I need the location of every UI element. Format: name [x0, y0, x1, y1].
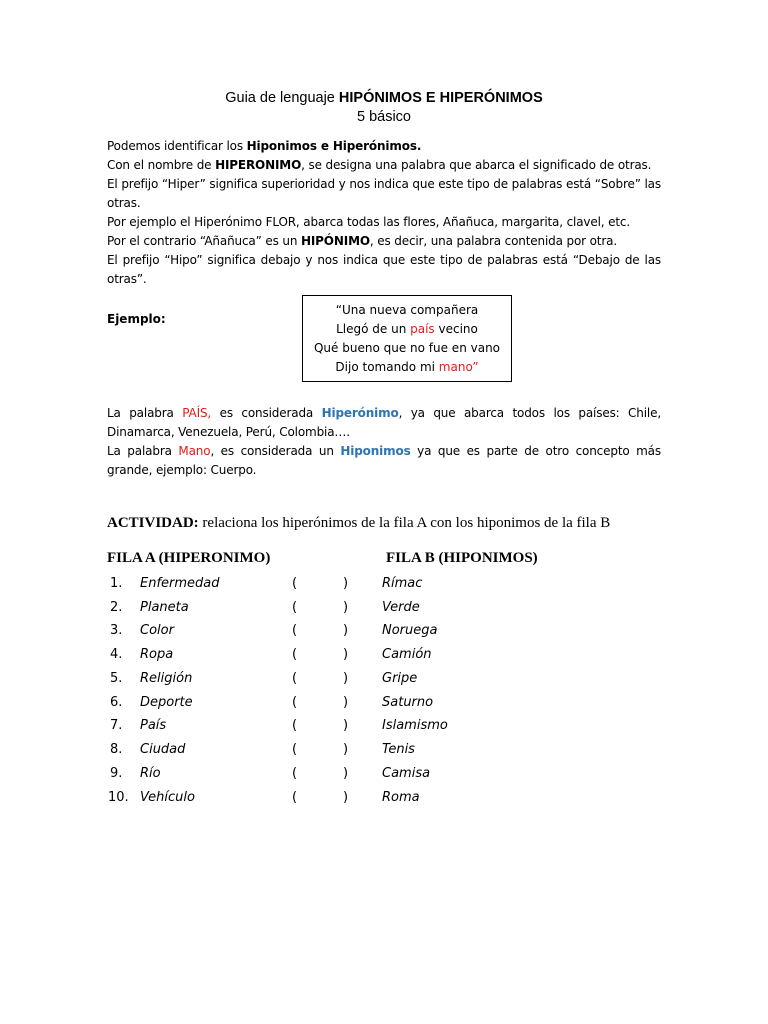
answer-close-paren: ) [343, 790, 349, 805]
hiperonimo-item: Religión [140, 671, 193, 686]
text: , es decir, una palabra contenida por otra. [369, 234, 618, 248]
answer-close-paren: ) [343, 600, 349, 615]
intro-paragraph-6: El prefijo “Hipo” significa debajo y nos indica que este tipo de palabras está “Debajo de las otras”. [107, 253, 661, 286]
row-number: 9. [110, 766, 123, 781]
text: , es considerada un [210, 444, 341, 458]
answer-open-paren: ( [292, 576, 298, 591]
answer-open-paren: ( [292, 742, 298, 757]
text: , ya que abarca todos los países: Chile, Dinamarca, Venezuela, Perú, Colombia…. [107, 406, 661, 439]
answer-open-paren: ( [292, 695, 298, 710]
text: La palabra [107, 444, 179, 458]
answer-close-paren: ) [343, 766, 349, 781]
text: Podemos identificar los [107, 139, 247, 153]
answer-open-paren: ( [292, 600, 298, 615]
hiperonimo-item: Enfermedad [140, 576, 220, 591]
matching-row [0, 574, 768, 598]
intro-paragraph-1 [107, 137, 661, 156]
hiponimo-item: Roma [382, 790, 420, 805]
hiperonimo-item: Planeta [140, 600, 189, 615]
text: Llegó de un [336, 322, 411, 336]
text: vecino [434, 322, 478, 336]
answer-open-paren: ( [292, 671, 298, 686]
answer-open-paren: ( [292, 718, 298, 733]
hiperonimo-item: Color [140, 623, 174, 638]
poem-line-2 [303, 320, 511, 339]
hiponimo-item: Gripe [382, 671, 418, 686]
highlight-red: Mano [178, 444, 211, 458]
text-bold: Hiponimos e Hiperónimos. [246, 139, 422, 153]
page-title [0, 90, 768, 106]
answer-open-paren: ( [292, 623, 298, 638]
matching-row [0, 645, 768, 669]
poem-line-3: Qué bueno que no fue en vano [313, 341, 501, 355]
matching-row [0, 598, 768, 622]
title-bold: HIPÓNIMOS E HIPERÓNIMOS [338, 90, 543, 106]
hiperonimo-item: Ropa [140, 647, 174, 662]
hiponimo-item: Islamismo [382, 718, 448, 733]
answer-close-paren: ) [343, 718, 349, 733]
row-number: 6. [110, 695, 123, 710]
explanation-section [107, 404, 661, 480]
page-subtitle: 5 básico [356, 109, 411, 125]
text: es considerada [211, 406, 322, 420]
row-number: 4. [110, 647, 123, 662]
hiperonimo-item: Ciudad [140, 742, 186, 757]
hiponimo-item: Camisa [382, 766, 431, 781]
activity-instruction: relaciona los hiperónimos de la fila A con los hiponimos de la fila B [198, 515, 611, 531]
hiperonimo-item: País [140, 718, 167, 733]
explanation-paragraph-2 [107, 442, 661, 480]
intro-paragraph-3: El prefijo “Hiper” significa superioridad y nos indica que este tipo de palabras está “Sobre” las otras. [107, 177, 661, 210]
hiponimo-item: Tenis [382, 742, 415, 757]
text: ya que es parte de otro concepto más grande, ejemplo: Cuerpo. [107, 444, 661, 477]
intro-paragraph-2 [107, 156, 661, 175]
text-bold: HIPÓNIMO [300, 234, 370, 248]
answer-close-paren: ) [343, 576, 349, 591]
answer-open-paren: ( [292, 790, 298, 805]
highlight-blue: Hiponimos [340, 444, 411, 458]
row-number: 10. [108, 790, 129, 805]
matching-row [0, 669, 768, 693]
row-number: 8. [110, 742, 123, 757]
row-number: 2. [110, 600, 123, 615]
hiperonimo-item: Río [140, 766, 161, 781]
matching-row [0, 693, 768, 717]
matching-row [0, 788, 768, 812]
highlight-red: mano” [438, 360, 479, 374]
highlight-red: país [410, 322, 435, 336]
answer-close-paren: ) [343, 695, 349, 710]
intro-section [107, 137, 661, 289]
row-number: 7. [110, 718, 123, 733]
row-number: 1. [110, 576, 123, 591]
poem-box [302, 295, 512, 382]
poem-line-1: “Una nueva compañera [335, 303, 479, 317]
text: , se designa una palabra que abarca el significado de otras. [301, 158, 652, 172]
column-a-header: FILA A (HIPERONIMO) [107, 550, 271, 566]
matching-row [0, 716, 768, 740]
hiperonimo-item: Vehículo [140, 790, 195, 805]
column-b-header: FILA B (HIPONIMOS) [386, 550, 538, 566]
title-prefix: Guia de lenguaje [225, 90, 339, 106]
answer-close-paren: ) [343, 623, 349, 638]
intro-paragraph-4: Por ejemplo el Hiperónimo FLOR, abarca todas las flores, Añañuca, margarita, clavel, etc. [107, 215, 631, 229]
hiponimo-item: Rímac [382, 576, 423, 591]
poem-line-4 [303, 358, 511, 377]
answer-open-paren: ( [292, 766, 298, 781]
hiponimo-item: Saturno [382, 695, 434, 710]
answer-close-paren: ) [343, 647, 349, 662]
hiponimo-item: Noruega [382, 623, 438, 638]
row-number: 5. [110, 671, 123, 686]
explanation-paragraph-1 [107, 404, 661, 442]
ejemplo-label: Ejemplo: [107, 312, 166, 326]
activity-heading [107, 515, 610, 532]
hiperonimo-item: Deporte [140, 695, 193, 710]
answer-open-paren: ( [292, 647, 298, 662]
hiponimo-item: Verde [382, 600, 420, 615]
text: Con el nombre de [107, 158, 216, 172]
highlight-blue: Hiperónimo [321, 406, 399, 420]
matching-row [0, 740, 768, 764]
highlight-red: PAÍS, [182, 406, 212, 420]
answer-close-paren: ) [343, 671, 349, 686]
matching-row [0, 621, 768, 645]
activity-label: ACTIVIDAD: [107, 515, 199, 531]
text-bold: HIPERONIMO [215, 158, 302, 172]
text: La palabra [107, 406, 183, 420]
row-number: 3. [110, 623, 123, 638]
matching-row [0, 764, 768, 788]
hiponimo-item: Camión [382, 647, 432, 662]
answer-close-paren: ) [343, 742, 349, 757]
text: Dijo tomando mi [335, 360, 439, 374]
text: Por el contrario “Añañuca” es un [107, 234, 301, 248]
intro-paragraph-5 [107, 232, 661, 251]
